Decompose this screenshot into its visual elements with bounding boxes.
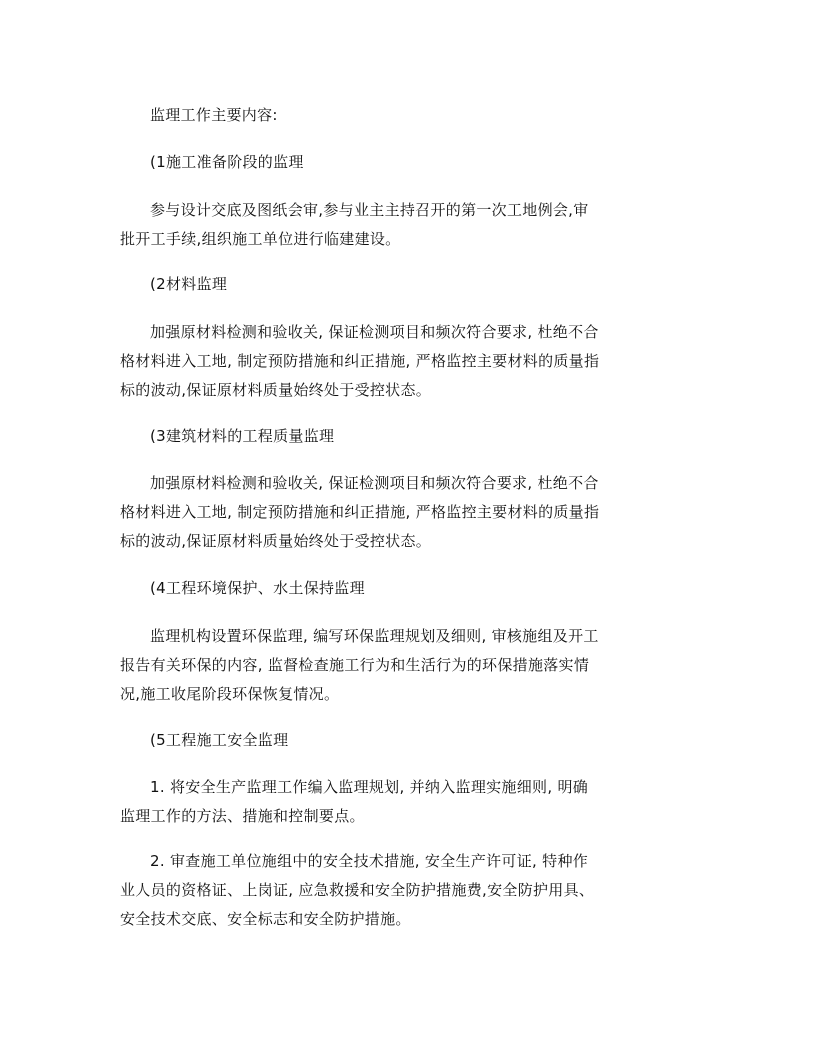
section-5-paragraph-2: 2. 审查施工单位施组中的安全技术措施, 安全生产许可证, 特种作业人员的资格证、上岗证, 应急救援和安全防护措施费,安全防护用具、安全技术交底、安全标志和安全防护措施。 [120,852,595,928]
section-4-paragraph-1: 监理机构设置环保监理, 编写环保监理规划及细则, 审核施组及开工报告有关环保的内容, 监督检查施工行为和生活行为的环保措施落实情况,施工收尾阶段环保恢复情况。 [120,627,599,703]
section-heading-4: (4工程环境保护、水土保持监理 [150,579,365,597]
section-heading-1: (1施工准备阶段的监理 [150,153,304,171]
section-2-paragraph-1: 加强原材料检测和验收关, 保证检测项目和频次符合要求, 杜绝不合格材料进入工地, 制定预防措施和纠正措施, 严格监控主要材料的质量指标的波动,保证原材料质量始终处于受控状态。 [120,323,600,399]
intro-heading: 监理工作主要内容: [150,106,278,124]
section-heading-5: (5工程施工安全监理 [150,731,289,749]
section-1-paragraph-1: 参与设计交底及图纸会审,参与业主主持召开的第一次工地例会,审批开工手续,组织施工单位进行临建建设。 [120,201,589,248]
section-5-paragraph-1: 1. 将安全生产监理工作编入监理规划, 并纳入监理实施细则, 明确监理工作的方法、措施和控制要点。 [120,778,589,825]
section-heading-2: (2材料监理 [150,275,228,293]
section-3-paragraph-1: 加强原材料检测和验收关, 保证检测项目和频次符合要求, 杜绝不合格材料进入工地, 制定预防措施和纠正措施, 严格监控主要材料的质量指标的波动,保证原材料质量始终处于受控状态。 [120,474,600,550]
section-heading-3: (3建筑材料的工程质量监理 [150,427,335,445]
